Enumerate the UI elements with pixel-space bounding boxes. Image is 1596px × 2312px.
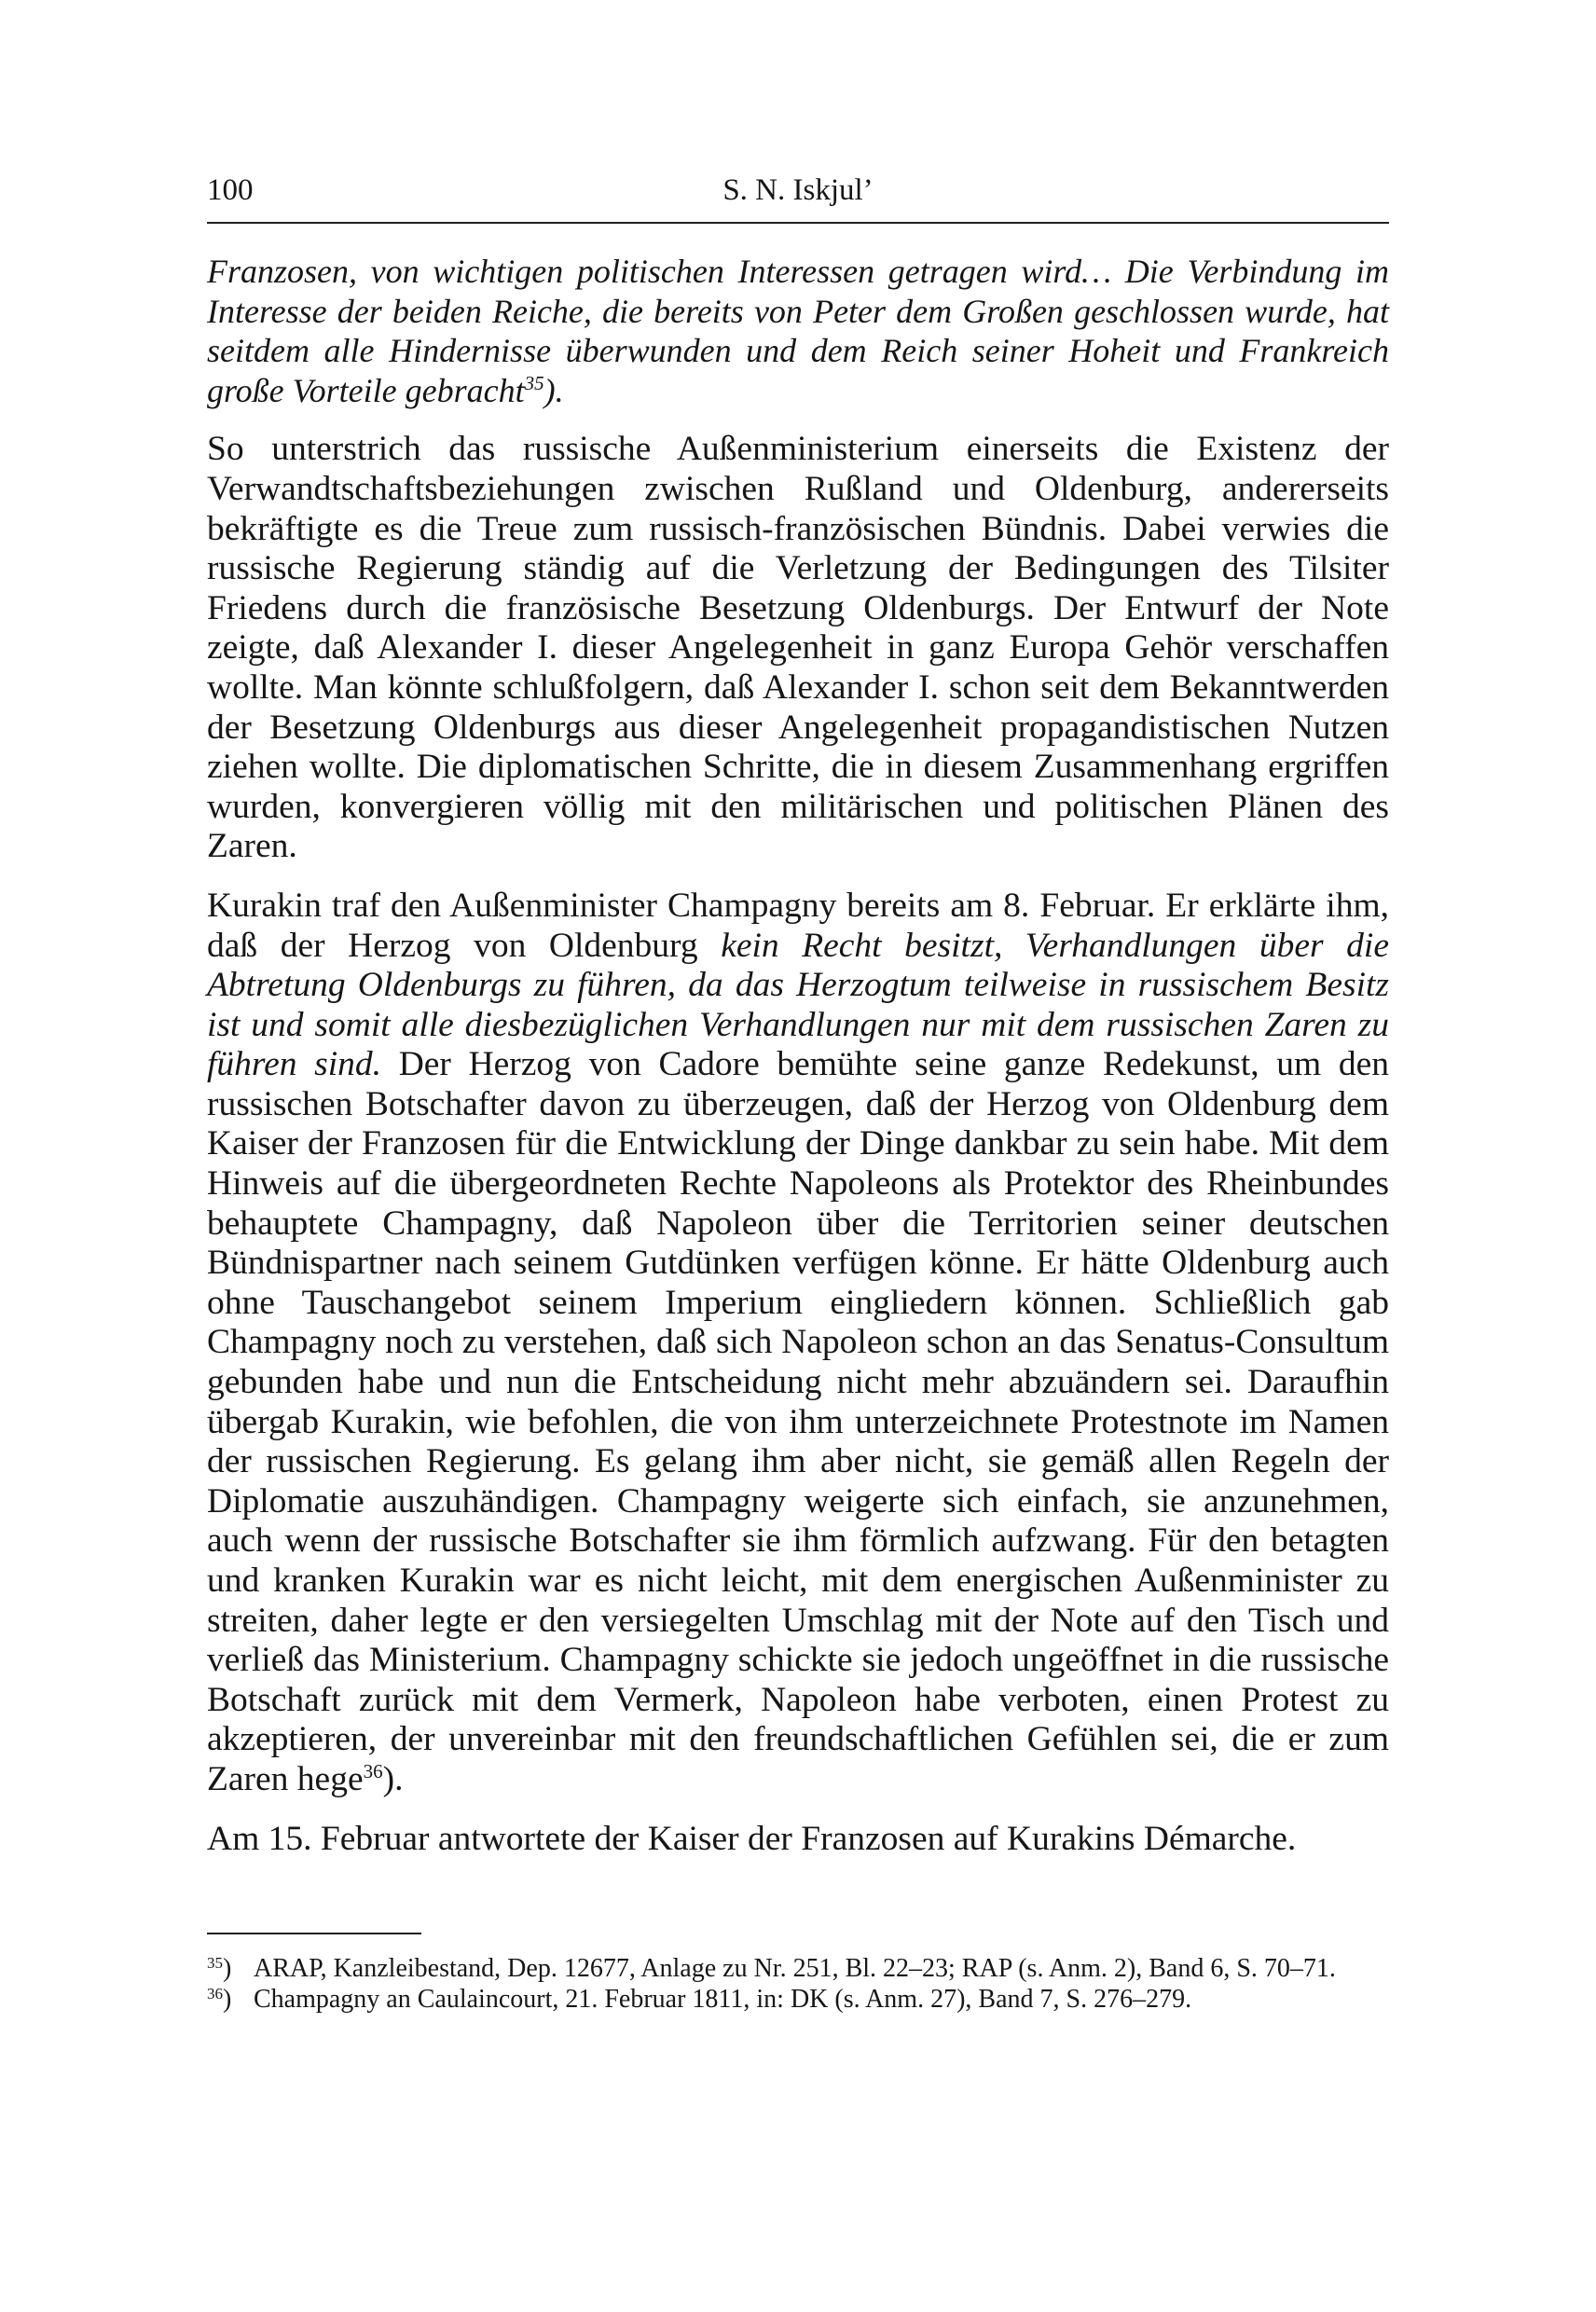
- footnote-mark: [207, 1953, 231, 1984]
- footnote-35: [207, 1953, 1389, 1984]
- paragraph-3: Am 15. Februar antwortete der Kaiser der Franzosen auf Kurakins Démarche.: [207, 1819, 1297, 1858]
- footnote-ref-36: 36: [363, 1759, 383, 1782]
- quote-paragraph: [207, 252, 1389, 410]
- footnote-text: ARAP, Kanzleibestand, Dep. 12677, Anlage zu Nr. 251, Bl. 22–23; RAP (s. Anm. 2), Band 6, S. 70–71.: [254, 1954, 1336, 1983]
- paragraph-2-emphasis: kein Recht besitzt, Verhandlungen über die Abtretung Oldenburgs zu führen, da das Herzogtum teilweise in russischem Besitz ist und somit alle diesbezüglichen Verhandlungen nur mit dem russischen Zaren zu führen sind.: [207, 926, 1389, 1084]
- paragraph-2-rest: Der Herzog von Cadore bemühte seine ganze Redekunst, um den russischen Botschafter davon zu überzeugen, daß der Herzog von Oldenburg dem Kaiser der Franzosen für die Entwicklung der Dinge dankbar zu sein habe. Mit dem Hinweis auf die übergeordneten Rechte Napoleons als Protektor des Rheinbundes behauptete Champagny, daß Napoleon über die Territorien seiner deutschen Bündnispartner nach seinem Gutdünken verfügen könne. Er hätte Oldenburg auch ohne Tauschangebot seinem Imperium eingliedern können. Schließlich gab Champagny noch zu verstehen, daß sich Napoleon schon an das Senatus-Consultum gebunden habe und nun die Entscheidung nicht mehr abzuändern sei. Daraufhin übergab Kurakin, wie befohlen, die von ihm unterzeichnete Protestnote im Namen der russischen Regierung. Es gelang ihm aber nicht, sie gemäß allen Regeln der Diplomatie auszuhändigen. Champagny weigerte sich einfach, sie anzunehmen, auch wenn der russische Botschafter sie ihm förmlich aufzwang. Für den betagten und kranken Kurakin war es nicht leicht, mit dem energischen Außenminister zu streiten, daher legte er den versiegelten Umschlag mit der Note auf den Tisch und verließ das Ministerium. Champagny schickte sie jedoch ungeöffnet in die russische Botschaft zurück mit dem Vermerk, Napoleon habe verboten, einen Protest zu akzeptieren, der unvereinbar mit den freundschaftlichen Gefühlen sei, die er zum Zaren hege: [207, 1045, 1389, 1798]
- footnote-number: 36: [207, 1985, 223, 2002]
- footnote-text: Champagny an Caulaincourt, 21. Februar 1811, in: DK (s. Anm. 27), Band 7, S. 276–279.: [254, 1985, 1192, 2014]
- running-head: S. N. Iskjul’: [722, 173, 874, 207]
- paragraph-2-end: ).: [382, 1759, 404, 1798]
- page-header: [207, 168, 1389, 224]
- paragraph-2: [207, 887, 1389, 1800]
- footnotes: [207, 1953, 1389, 2015]
- footnote-paren: ): [223, 1985, 232, 2014]
- footnote-36: [207, 1984, 1389, 2015]
- footnote-paren: ): [223, 1954, 232, 1983]
- footnote-mark: [207, 1984, 231, 2015]
- paragraph-1: So unterstrich das russische Außenministerium einerseits die Existenz der Verwandtschaftsbeziehungen zwischen Rußland und Oldenburg, andererseits bekräftigte es die Treue zum russisch-französischen Bündnis. Dabei verwies die russische Regierung ständig auf die Verletzung der Bedingungen des Tilsiter Friedens durch die französische Besetzung Oldenburgs. Der Entwurf der Note zeigte, daß Alexander I. dieser Angelegenheit in ganz Europa Gehör verschaffen wollte. Man könnte schlußfolgern, daß Alexander I. schon seit dem Bekanntwerden der Besetzung Oldenburgs aus dieser Angelegenheit propagandistischen Nutzen ziehen wollte. Die diplomatischen Schritte, die in diesem Zusammenhang ergriffen wurden, konvergieren völlig mit den militärischen und politischen Plänen des Zaren.: [207, 430, 1389, 866]
- footnote-ref-35: 35: [524, 371, 544, 394]
- footnote-number: 35: [207, 1954, 223, 1972]
- page-number: 100: [207, 173, 254, 207]
- body-text: [207, 252, 1389, 1878]
- paragraph-2-intro: Kurakin traf den Außenminister Champagny bereits am 8. Februar. Er erklärte ihm, daß der Herzog von Oldenburg: [207, 886, 1389, 965]
- footnote-divider: [207, 1933, 421, 1934]
- quote-text: Franzosen, von wichtigen politischen Interessen getragen wird… Die Verbindung im Interesse der beiden Reiche, die bereits von Peter dem Großen geschlossen wurde, hat seitdem alle Hindernisse überwunden und dem Reich seiner Hoheit und Frankreich große Vorteile gebracht: [207, 253, 1389, 409]
- quote-end: ).: [543, 371, 564, 409]
